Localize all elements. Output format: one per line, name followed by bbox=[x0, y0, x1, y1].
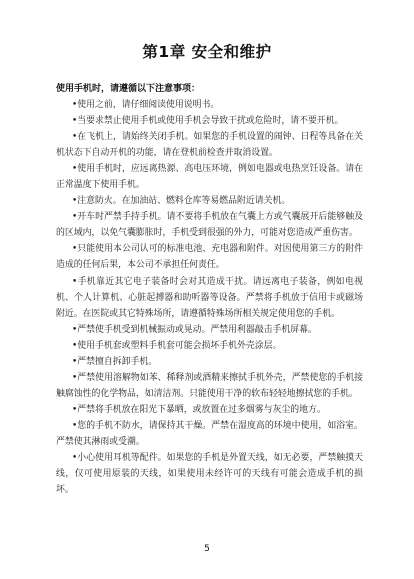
list-item: •当要求禁止使用手机或使用手机会导致干扰或危险时，请不要开机。 bbox=[72, 116, 344, 127]
list-item: •严禁使手机受到机械振动或晃动。严禁用利器敲击手机屏幕。 bbox=[72, 324, 317, 335]
list-item: •您的手机不防水，请保持其干燥。严禁在湿度高的环境中使用，如浴室。严禁使其淋雨或受潮。 bbox=[56, 420, 363, 447]
list-item: •使用手机套或塑料手机套可能会损坏手机外壳涂层。 bbox=[72, 340, 282, 351]
list-item: •小心使用耳机等配件。如果您的手机是外置天线，如无必要，严禁触摸天线，仅可使用原装的天线，如果使用未经许可的天线有可能会造成手机的损坏。 bbox=[56, 453, 363, 496]
list-item: •在飞机上，请始终关闭手机。如果您的手机设置的闹钟、日程等具备在关机状态下自动开机的功能，请在登机前检查并取消设置。 bbox=[56, 132, 363, 159]
list-item: •注意防火。在加油站、燃料仓库等易燃品附近请关机。 bbox=[72, 196, 291, 207]
list-item: •严禁使用溶解物如苯、稀释剂或酒精来擦拭手机外壳，严禁使您的手机接触腐蚀性的化学物品，如清洁剂。只能使用干净的软布轻轻地擦拭您的手机。 bbox=[56, 372, 363, 399]
page-number: 5 bbox=[204, 544, 210, 554]
safety-notes bbox=[56, 81, 363, 498]
list-item: •严禁擅自拆卸手机。 bbox=[72, 356, 158, 367]
chapter-title: 第1章 安全和维护 bbox=[142, 43, 272, 61]
intro-heading: 使用手机时，请遵循以下注意事项： bbox=[56, 84, 201, 94]
list-item: •严禁将手机放在阳光下暴晒，或放置在过多烟雾与灰尘的地方。 bbox=[72, 404, 326, 415]
list-item: •只能使用本公司认可的标准电池、充电器和附件。对因使用第三方的附件造成的任何后果，本公司不承担任何责任。 bbox=[56, 244, 363, 271]
list-item: •使用手机时，应远离热源、高电压环境，例如电器或电热烹饪设备。请在正常温度下使用手机。 bbox=[56, 164, 363, 191]
list-item: •开车时严禁手持手机。请不要将手机放在气囊上方或气囊展开后能够触及的区域内，以免气囊膨胀时，手机受到很强的外力，可能对您造成严重伤害。 bbox=[56, 212, 363, 239]
list-item: •手机靠近其它电子装备时会对其造成干扰。请远离电子装备，例如电视机、个人计算机、心脏起搏器和助听器等设备。严禁将手机放于信用卡或磁场附近。在医院或其它特殊场所，请遵循特殊场所相关规定使用您的手机。 bbox=[56, 276, 363, 319]
list-item: •使用之前，请仔细阅读使用说明书。 bbox=[72, 100, 220, 110]
